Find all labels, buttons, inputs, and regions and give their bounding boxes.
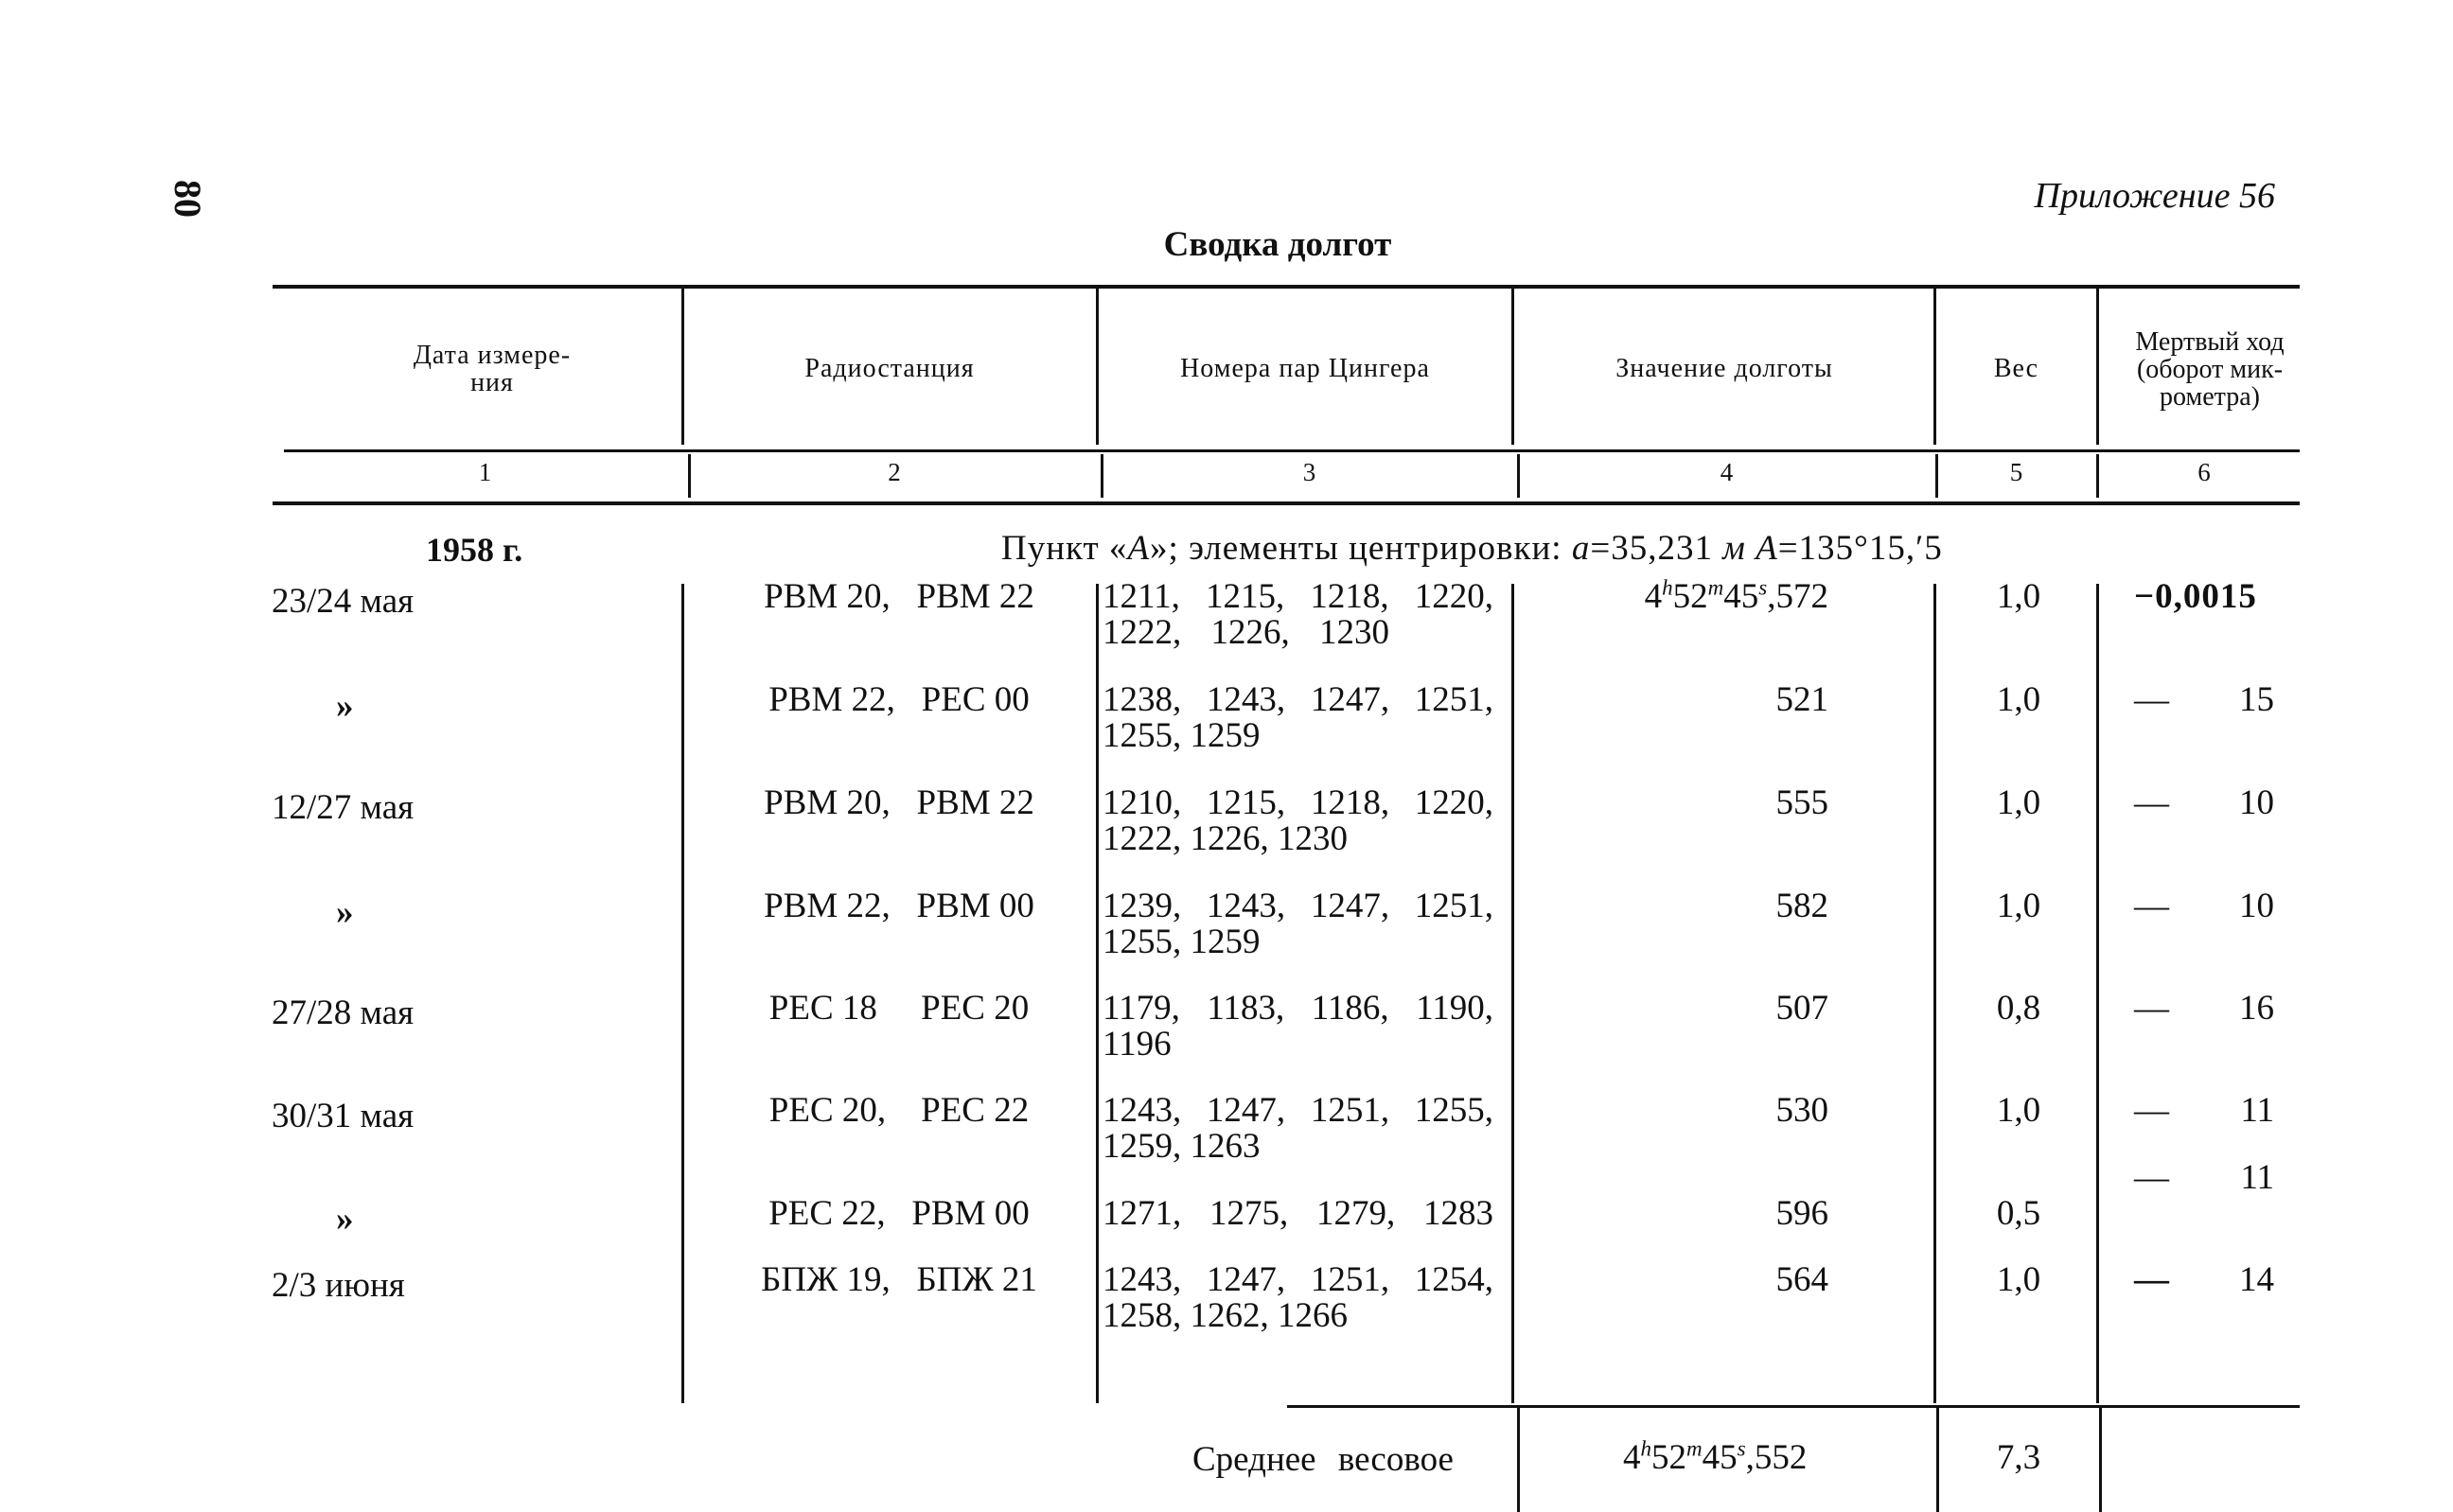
- summary-divider-3: [2099, 1408, 2102, 1512]
- row-dead-travel: — 16: [2134, 989, 2274, 1028]
- row-pairs-line-1: 1238, 1243, 1247, 1251,: [1103, 680, 1493, 719]
- row-radio-stations: РВМ 20, РВМ 22: [764, 577, 1034, 616]
- total-weight: 7,3: [1996, 1438, 2041, 1477]
- header-divider-2: [1096, 289, 1099, 445]
- row-weight: 1,0: [1996, 1260, 2041, 1299]
- row-radio-stations: РЕС 18 РЕС 20: [768, 989, 1030, 1028]
- row-date: 23/24 мая: [272, 582, 415, 621]
- column-number-2: 2: [888, 458, 901, 486]
- row-longitude-value: 530: [1775, 1091, 1828, 1130]
- row-radio-stations: РВМ 22, РВМ 00: [764, 887, 1034, 925]
- dead-travel-sign: —: [2134, 1260, 2169, 1299]
- dead-travel-sign: —: [2134, 887, 2169, 925]
- header-divider-4: [1933, 289, 1936, 445]
- row-pairs-line-1: 1179, 1183, 1186, 1190,: [1103, 989, 1493, 1028]
- row-longitude-value: 564: [1775, 1260, 1828, 1299]
- row-dead-travel: — 11: [2134, 1158, 2274, 1197]
- body-divider-2: [1096, 584, 1099, 1403]
- row-date: »: [336, 687, 354, 726]
- row-date: 27/28 мая: [272, 993, 415, 1032]
- row-pairs-line-1: 1243, 1247, 1251, 1254,: [1103, 1260, 1493, 1299]
- row-dead-travel: — 10: [2134, 783, 2274, 822]
- header-radio-station: Радиостанция: [804, 354, 975, 383]
- dead-travel-sign: —: [2134, 989, 2169, 1028]
- row-pairs-line-1: 1210, 1215, 1218, 1220,: [1103, 783, 1493, 822]
- row-pairs-line-1: 1211, 1215, 1218, 1220,: [1103, 577, 1493, 616]
- row-pairs-line-2: 1255, 1259: [1103, 716, 1261, 755]
- weighted-mean-value: 4$^h$52$^m$45$^s$,552: [1623, 1436, 1808, 1477]
- row-dead-travel: −0,0015: [2134, 577, 2257, 616]
- appendix-label: Приложение 56: [2034, 176, 2275, 216]
- row-dead-travel: — 14: [2134, 1260, 2274, 1299]
- header-dead-travel: Мертвый ход (оборот мик- рометра): [2135, 327, 2285, 412]
- header-divider-5: [2096, 289, 2099, 445]
- body-divider-3: [1511, 584, 1514, 1403]
- row-dead-travel: — 15: [2134, 680, 2274, 719]
- body-divider-4: [1933, 584, 1936, 1403]
- header-divider-3: [1511, 289, 1514, 445]
- dead-travel-sign: —: [2134, 680, 2169, 719]
- year-label: 1958 г.: [426, 531, 523, 569]
- row-radio-stations: РВМ 22, РЕС 00: [768, 680, 1030, 719]
- row-radio-stations: РЕС 22, РВМ 00: [768, 1194, 1030, 1233]
- column-number-6: 6: [2197, 458, 2211, 486]
- row-pairs-line-2: 1222, 1226, 1230: [1103, 613, 1389, 652]
- table-top-rule: [273, 285, 2300, 289]
- column-number-rule: [273, 501, 2300, 505]
- weighted-mean-label: Среднее весовое: [1192, 1440, 1454, 1479]
- header-divider-1: [681, 289, 684, 445]
- summary-rule: [1287, 1405, 2300, 1408]
- row-longitude-value: 555: [1775, 783, 1828, 822]
- row-longitude-value: 521: [1775, 680, 1828, 719]
- page-number: 80: [167, 180, 209, 218]
- row-pairs-line-2: 1258, 1262, 1266: [1103, 1296, 1348, 1335]
- row-date: »: [336, 893, 354, 932]
- column-number-1: 1: [478, 458, 492, 486]
- row-pairs-line-1: 1239, 1243, 1247, 1251,: [1103, 887, 1493, 925]
- centering-elements-line: Пункт «A»; элементы центрировки: a=35,231 м A=135°15,′5: [1001, 529, 1943, 568]
- row-longitude-value: 582: [1775, 887, 1828, 925]
- row-pairs-line-2: 1196: [1103, 1025, 1172, 1064]
- row-longitude-value: 507: [1775, 989, 1828, 1028]
- row-weight: 1,0: [1996, 577, 2041, 616]
- column-number-5: 5: [2009, 458, 2023, 486]
- header-zinger-pairs: Номера пар Цингера: [1180, 354, 1430, 383]
- row-date: 12/27 мая: [272, 788, 415, 827]
- row-pairs-line-2: 1259, 1263: [1103, 1127, 1261, 1166]
- header-weight: Вес: [1993, 354, 2039, 383]
- row-radio-stations: РЕС 20, РЕС 22: [768, 1091, 1030, 1130]
- row-dead-travel: — 11: [2134, 1091, 2274, 1130]
- row-pairs-line-2: 1255, 1259: [1103, 923, 1261, 961]
- dead-travel-sign: —: [2134, 783, 2169, 822]
- row-longitude-value: 596: [1775, 1194, 1828, 1233]
- row-weight: 1,0: [1996, 887, 2041, 925]
- row-weight: 1,0: [1996, 680, 2041, 719]
- column-number-3: 3: [1302, 458, 1316, 486]
- row-weight: 0,5: [1996, 1194, 2041, 1233]
- body-divider-1: [681, 584, 684, 1403]
- header-date: Дата измере- ния: [413, 341, 572, 397]
- row-weight: 1,0: [1996, 783, 2041, 822]
- row-pairs-line-1: 1243, 1247, 1251, 1255,: [1103, 1091, 1493, 1130]
- summary-divider-1: [1517, 1408, 1520, 1512]
- column-number-4: 4: [1720, 458, 1734, 486]
- row-weight: 0,8: [1996, 989, 2041, 1028]
- row-radio-stations: РВМ 20, РВМ 22: [764, 783, 1034, 822]
- row-longitude-value: 4$^h$52$^m$45$^s$,572: [1644, 575, 1828, 616]
- header-rule: [284, 449, 2300, 452]
- row-radio-stations: БПЖ 19, БПЖ 21: [761, 1260, 1037, 1299]
- row-weight: 1,0: [1996, 1091, 2041, 1130]
- row-pairs-line-2: 1222, 1226, 1230: [1103, 819, 1348, 858]
- row-date: 2/3 июня: [272, 1266, 405, 1305]
- row-dead-travel: — 10: [2134, 887, 2274, 925]
- row-date: »: [336, 1200, 354, 1239]
- page-title: Сводка долгот: [1163, 225, 1392, 264]
- row-pairs-line-1: 1271, 1275, 1279, 1283: [1103, 1194, 1493, 1233]
- row-date: 30/31 мая: [272, 1097, 415, 1135]
- header-longitude-value: Значение долготы: [1615, 354, 1833, 383]
- dead-travel-sign: —: [2134, 1091, 2169, 1130]
- dead-travel-sign: —: [2134, 1158, 2169, 1197]
